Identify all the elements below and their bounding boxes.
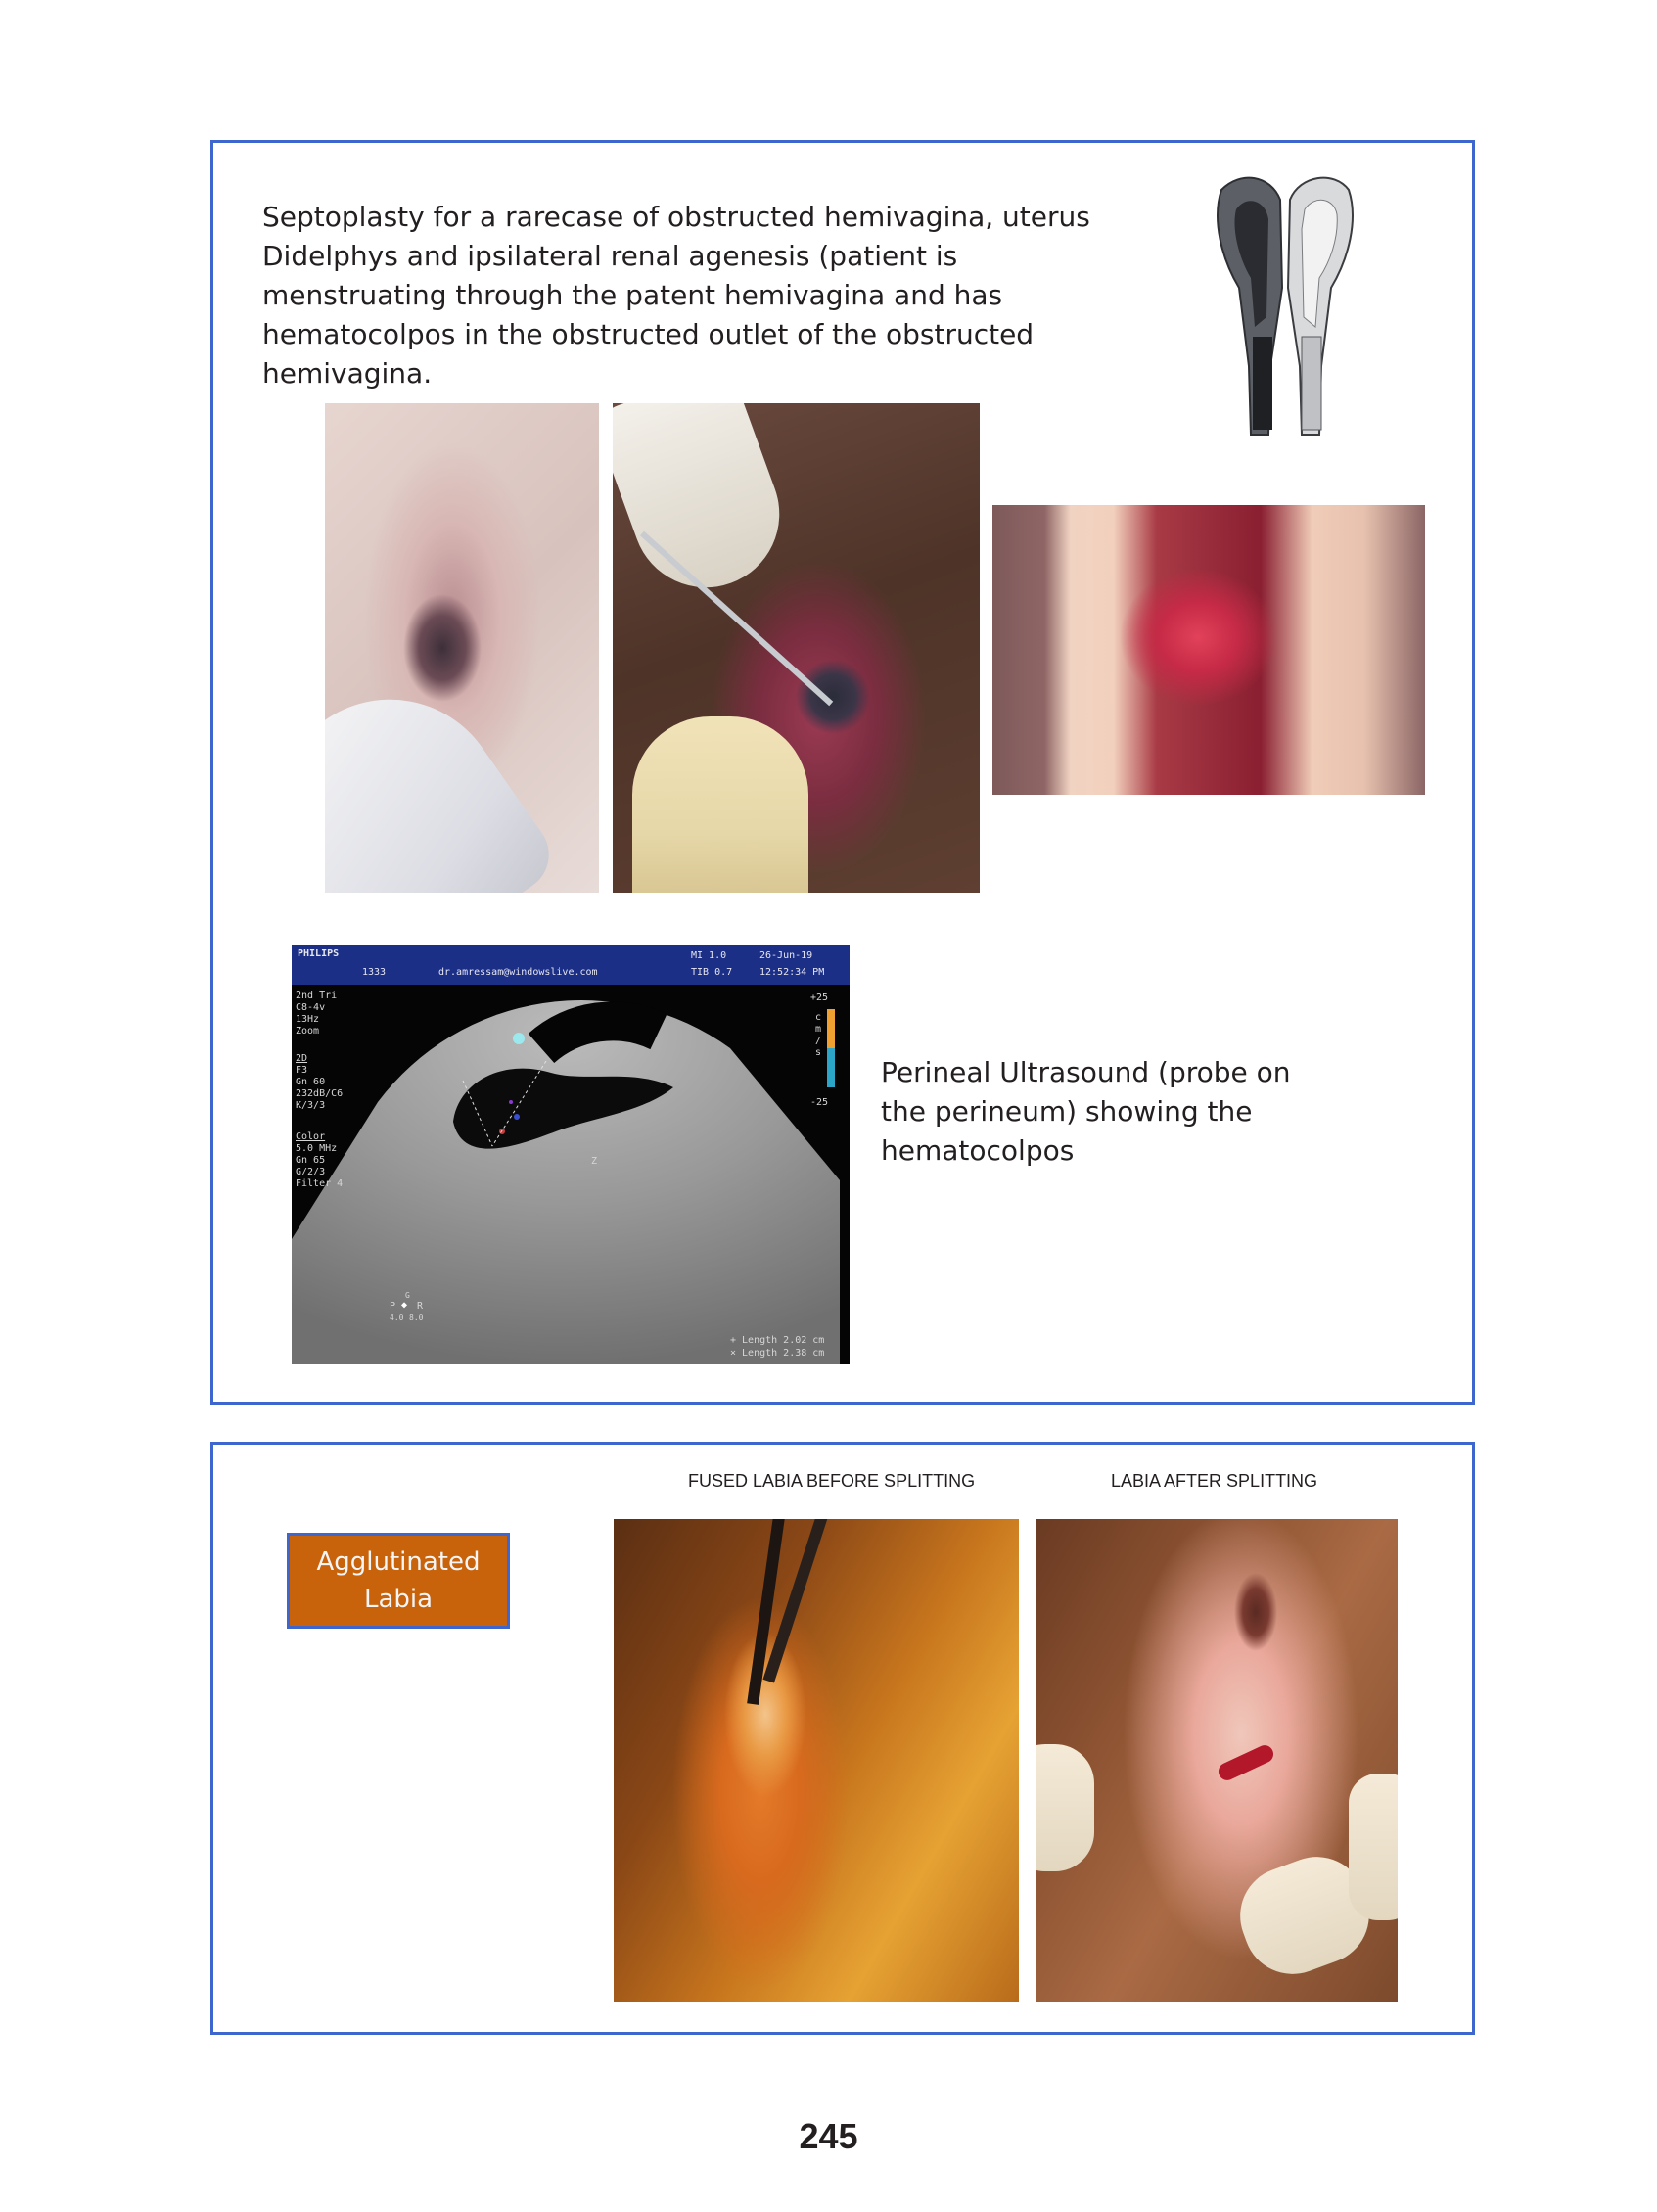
us-setting: C8-4v [296,1002,326,1013]
us-setting: 2nd Tri [296,991,338,1001]
us-settings-3 [296,1131,343,1190]
us-orient-r: R [417,1301,424,1312]
page-number: 245 [799,2116,858,2156]
uterus-drawing [1212,170,1358,444]
us-email: dr.amressam@windowslive.com [438,967,598,978]
ultrasound-sector [292,945,850,1364]
gloved-hand [325,656,564,893]
us-setting: 232dB/C6 [296,1088,344,1099]
speculum-view-photo [992,505,1425,795]
box-label-line1: Agglutinated [316,1547,481,1577]
incision-site [1216,1742,1276,1783]
us-id: 1333 [362,967,387,978]
top-figure-panel [210,140,1475,1405]
perineal-ultrasound-image [292,945,850,1364]
us-settings-1 [296,991,337,1037]
us-setting: Filter 4 [296,1178,344,1189]
gloved-finger-left [1036,1744,1094,1871]
ultrasound-header [292,945,850,985]
us-measure-2: × Length 2.38 cm [730,1348,825,1359]
us-unit-char: c [815,1012,822,1023]
us-scale-top: +25 [810,992,829,1003]
us-scale-unit [815,1012,821,1059]
us-date: 26-Jun-19 [759,950,813,961]
us-setting: Gn 65 [296,1155,326,1166]
us-orient-g: G [405,1291,410,1300]
us-settings-2 [296,1053,343,1112]
split-labia-photo [1036,1519,1398,2002]
us-setting: Zoom [296,1026,320,1037]
us-setting: Gn 60 [296,1077,326,1087]
us-orient-max: 8.0 [409,1313,424,1322]
agglutinated-labia-box [287,1533,510,1629]
us-unit-char: m [815,1024,822,1035]
us-section-title: 2D [296,1053,308,1064]
us-unit-char: / [815,1036,822,1046]
ultrasound-caption: Perineal Ultrasound (probe on the perineum) showing the hematocolpos [881,1056,1291,1167]
us-section-title: Color [296,1131,326,1142]
us-marker-z: Z [591,1156,598,1167]
us-time: 12:52:34 PM [759,967,825,978]
gloved-fingers-lower [632,716,808,893]
us-setting: G/2/3 [296,1167,326,1177]
surgical-septoplasty-photo [613,403,980,893]
fused-labia-photo [614,1519,1019,2002]
label-after-splitting: LABIA AFTER SPLITTING [1111,1471,1318,1491]
perineum-photo [325,403,599,893]
us-orient-min: 4.0 [390,1313,404,1322]
us-scale-bottom: -25 [810,1097,829,1108]
us-setting: 13Hz [296,1014,320,1025]
gloved-finger-upper [613,403,800,608]
uterus-didelphys-illustration [1212,170,1358,444]
us-tib: TIB 0.7 [691,967,733,978]
diamond-icon: ◆ [401,1300,408,1311]
us-brand: PHILIPS [298,948,340,959]
us-measure-1: + Length 2.02 cm [730,1335,825,1346]
us-mi: MI 1.0 [691,950,727,961]
us-setting: K/3/3 [296,1100,326,1111]
us-orient-p: P [390,1301,396,1312]
us-unit-char: s [815,1047,822,1058]
us-setting: F3 [296,1065,308,1076]
gloved-finger-right [1349,1774,1398,1920]
bottom-figure-panel [210,1442,1475,2035]
us-setting: 5.0 MHz [296,1143,338,1154]
label-before-splitting: FUSED LABIA BEFORE SPLITTING [688,1471,976,1491]
box-label-line2: Labia [363,1585,434,1614]
septoplasty-caption: Septoplasty for a rarecase of obstructed hemivagina, uterus Didelphys and ipsilateral renal agenesis (patient is menstruating through the patent hemivagina and has hematocolpos in the obstructed outlet of the obstructed hemivagina. [262,201,1090,390]
